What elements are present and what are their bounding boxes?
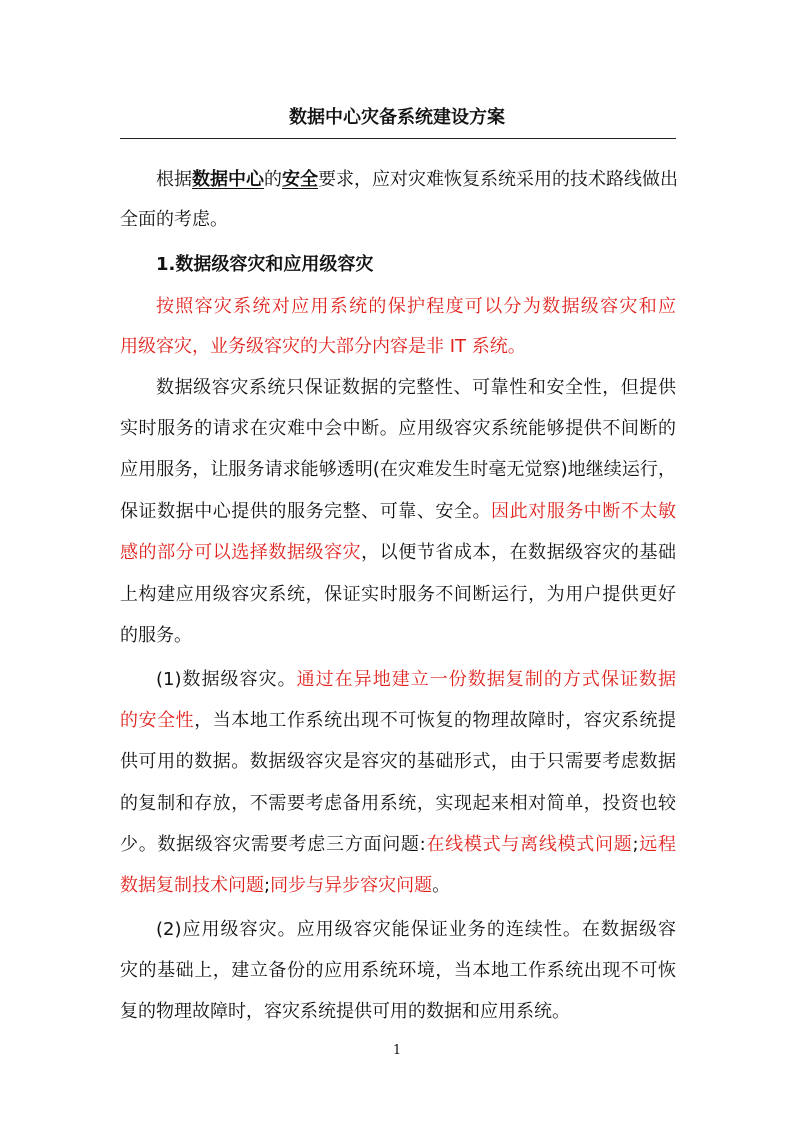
body-line: 的服务。 (120, 625, 192, 646)
body-line: 应用服务，让服务请求能够透明(在灾难发生时毫无觉察)地继续运行， (120, 459, 676, 480)
intro-text: 要求，应对灾难恢复系统采用的技术路线做出 (318, 169, 678, 190)
classification-line-1: 按照容灾系统对应用系统的保护程度可以分为数据级容灾和应 (156, 296, 676, 317)
highlighted-text: 同步与异步容灾问题 (270, 875, 433, 896)
app-dr-line-3: 复的物理故障时，容灾系统提供可用的数据和应用系统。 (120, 1001, 570, 1022)
body-text: 。 (432, 875, 451, 896)
separator: ; (632, 834, 639, 855)
app-dr-line-1: (2)应用级容灾。应用级容灾能保证业务的连续性。在数据级容 (156, 919, 676, 940)
intro-line-2: 全面的考虑。 (120, 209, 228, 230)
data-dr-line-1 (156, 660, 676, 700)
separator: ; (264, 875, 271, 896)
highlighted-text: 数据复制技术问题 (120, 875, 264, 896)
body-text: 保证数据中心提供的服务完整、可靠、安全。 (120, 501, 492, 522)
body-line: 数据级容灾系统只保证数据的完整性、可靠性和安全性，但提供 (156, 377, 676, 398)
data-dr-line-6 (120, 866, 676, 906)
app-dr-line-2: 灾的基础上，建立备份的应用系统环境，当本地工作系统出现不可恢 (120, 960, 676, 981)
title-underline (120, 138, 676, 139)
body-line: 上构建应用级容灾系统，保证实时服务不间断运行，为用户提供更好 (120, 584, 676, 605)
document-title: 数据中心灾备系统建设方案 (289, 107, 505, 128)
highlighted-text: 的安全性 (120, 710, 195, 731)
body-line (120, 533, 676, 573)
data-dr-line-2 (120, 701, 676, 741)
keyword-security-link[interactable]: 安全 (282, 169, 318, 190)
highlighted-text: 远程 (638, 834, 677, 855)
highlighted-text: 在线模式与离线模式问题 (425, 834, 633, 855)
body-text: ，当本地工作系统出现不可恢复的物理故障时，容灾系统提 (194, 710, 677, 731)
highlighted-text: 因此对服务中断不太敏 (491, 501, 677, 522)
data-dr-line-4: 的复制和存放，不需要考虑备用系统，实现起来相对简单，投资也较 (120, 793, 676, 814)
item-label: (1)数据级容灾。 (156, 669, 297, 690)
classification-line-2: 用级容灾，业务级容灾的大部分内容是非 IT 系统。 (120, 336, 526, 357)
body-line: 实时服务的请求在灾难中会中断。应用级容灾系统能够提供不间断的 (120, 418, 676, 439)
highlighted-text: 感的部分可以选择数据级容灾 (120, 542, 362, 563)
intro-line-1 (156, 160, 676, 200)
section-heading: 1.数据级容灾和应用级容灾 (156, 254, 374, 275)
page-number: 1 (392, 1043, 402, 1058)
highlighted-text: 通过在异地建立一份数据复制的方式保证数据 (296, 669, 677, 690)
intro-text: 的 (264, 169, 282, 190)
keyword-data-center-link[interactable]: 数据中心 (192, 169, 264, 190)
data-dr-line-3: 供可用的数据。数据级容灾是容灾的基础形式，由于只需要考虑数据 (120, 751, 676, 772)
body-text: ，以便节省成本，在数据级容灾的基础 (361, 542, 676, 563)
intro-text: 根据 (156, 169, 192, 190)
body-line (120, 492, 676, 532)
data-dr-line-5 (120, 825, 676, 865)
body-text: 少。数据级容灾需要考虑三方面问题: (120, 834, 426, 855)
